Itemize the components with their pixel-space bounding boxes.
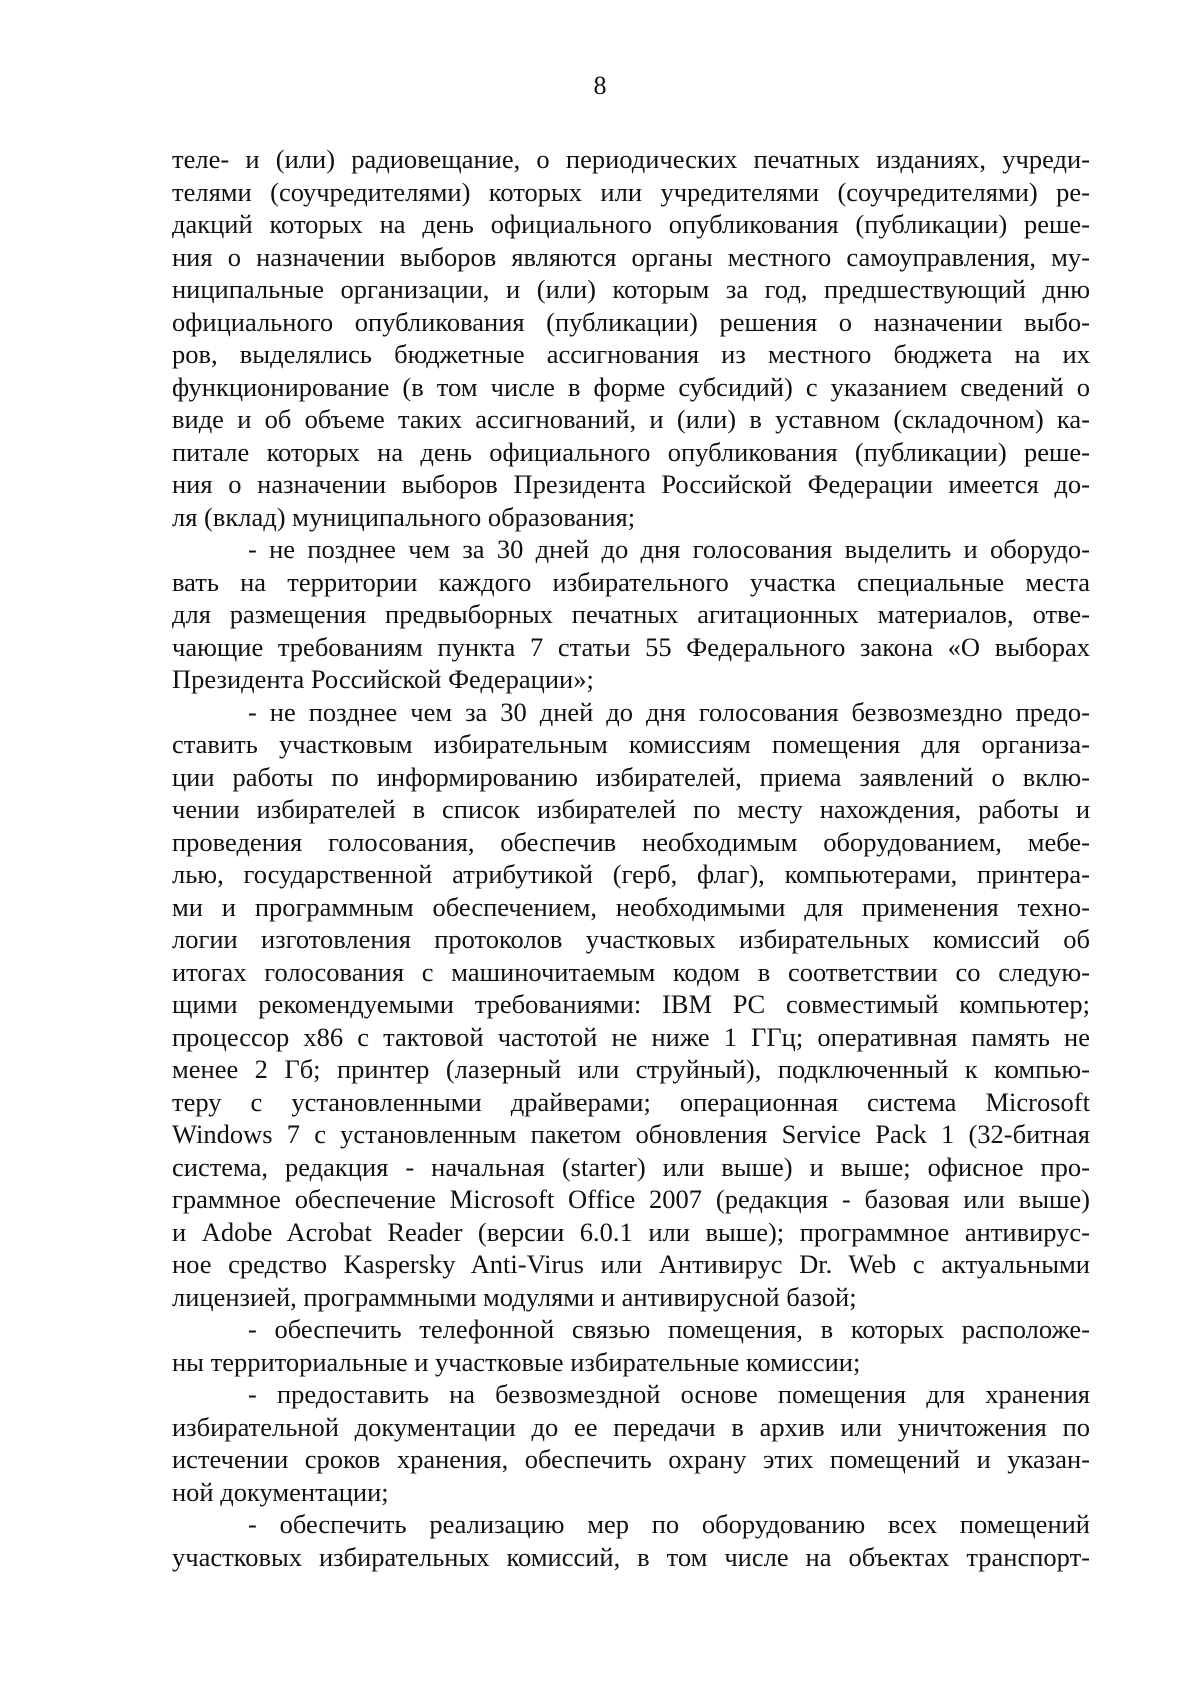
- text-line: ния о назначении выборов являются органы местного самоуправления, му-: [172, 241, 1090, 272]
- text-line: и Adobe Acrobat Reader (версии 6.0.1 или выше); программное антивирус-: [172, 1216, 1090, 1247]
- text-line: щими рекомендуемыми требованиями: IBM PC совместимый компьютер;: [172, 989, 1090, 1019]
- text-line: чении избирателей в список избирателей по месту нахождения, работы и: [172, 794, 1090, 824]
- text-line: ны территориальные и участковые избирательные комиссии;: [172, 1346, 861, 1377]
- text-line: ции работы по информированию избирателей, приема заявлений о вклю-: [172, 761, 1090, 792]
- text-line: виде и об объеме таких ассигнований, и (или) в уставном (складочном) ка-: [172, 404, 1090, 434]
- text-line: ное средство Kaspersky Anti-Virus или Антивирус Dr. Web с актуальными: [172, 1249, 1090, 1279]
- text-line: дакций которых на день официального опубликования (публикации) реше-: [172, 209, 1090, 239]
- text-line: ставить участковым избирательным комиссиям помещения для организа-: [172, 729, 1090, 759]
- text-line: логии изготовления протоколов участковых избирательных комиссий об: [172, 924, 1090, 954]
- text-line: ниципальные организации, и (или) которым за год, предшествующий дню: [172, 274, 1090, 304]
- text-line: Президента Российской Федерации»;: [172, 664, 594, 694]
- text-line: ми и программным обеспечением, необходимыми для применения техно-: [172, 891, 1090, 922]
- text-line: участковых избирательных комиссий, в том числе на объектах транспорт-: [172, 1541, 1090, 1572]
- text-line: ров, выделялись бюджетные ассигнования из местного бюджета на их: [172, 339, 1090, 369]
- text-line: менее 2 Гб; принтер (лазерный или струйный), подключенный к компью-: [172, 1054, 1090, 1084]
- text-line: для размещения предвыборных печатных агитационных материалов, отве-: [172, 599, 1090, 629]
- page-number: 8: [593, 71, 607, 100]
- text-line: - не позднее чем за 30 дней до дня голосования выделить и оборудо-: [248, 534, 1090, 564]
- text-line: ной документации;: [172, 1476, 389, 1507]
- text-line: граммное обеспечение Microsoft Office 2007 (редакция - базовая или выше): [172, 1184, 1090, 1214]
- text-line: Windows 7 с установленным пакетом обновления Service Pack 1 (32-битная: [172, 1119, 1090, 1149]
- text-line: ля (вклад) муниципального образования;: [172, 501, 636, 532]
- text-line: теле- и (или) радиовещание, о периодических печатных изданиях, учреди-: [172, 144, 1090, 174]
- text-line: - предоставить на безвозмездной основе помещения для хранения: [248, 1379, 1090, 1409]
- body-text: [172, 143, 1090, 1573]
- text-line: итогах голосования с машиночитаемым кодом в соответствии со следую-: [172, 956, 1090, 987]
- text-line: вать на территории каждого избирательного участка специальные места: [172, 566, 1090, 597]
- text-line: лью, государственной атрибутикой (герб, флаг), компьютерами, принтера-: [172, 859, 1090, 889]
- text-line: избирательной документации до ее передачи в архив или уничтожения по: [172, 1411, 1090, 1442]
- text-line: телями (соучредителями) которых или учредителями (соучредителями) ре-: [172, 176, 1090, 207]
- text-line: система, редакция - начальная (starter) или выше) и выше; офисное про-: [172, 1151, 1090, 1182]
- text-line: официального опубликования (публикации) решения о назначении выбо-: [172, 306, 1090, 337]
- text-line: - обеспечить телефонной связью помещения, в которых расположе-: [248, 1314, 1090, 1344]
- text-line: проведения голосования, обеспечив необходимым оборудованием, мебе-: [172, 826, 1090, 857]
- text-line: чающие требованиям пункта 7 статьи 55 Федерального закона «О выборах: [172, 631, 1090, 662]
- text-line: процессор x86 с тактовой частотой не ниже 1 ГГц; оперативная память не: [172, 1021, 1090, 1052]
- text-line: истечении сроков хранения, обеспечить охрану этих помещений и указан-: [172, 1444, 1090, 1474]
- text-line: - не позднее чем за 30 дней до дня голосования безвозмездно предо-: [248, 696, 1090, 727]
- text-line: - обеспечить реализацию мер по оборудованию всех помещений: [248, 1509, 1090, 1539]
- text-line: ния о назначении выборов Президента Российской Федерации имеется до-: [172, 469, 1090, 499]
- text-line: функционирование (в том числе в форме субсидий) с указанием сведений о: [172, 371, 1090, 402]
- text-line: лицензией, программными модулями и антивирусной базой;: [172, 1281, 857, 1312]
- text-line: теру с установленными драйверами; операционная система Microsoft: [172, 1086, 1090, 1117]
- text-line: питале которых на день официального опубликования (публикации) реше-: [172, 436, 1090, 467]
